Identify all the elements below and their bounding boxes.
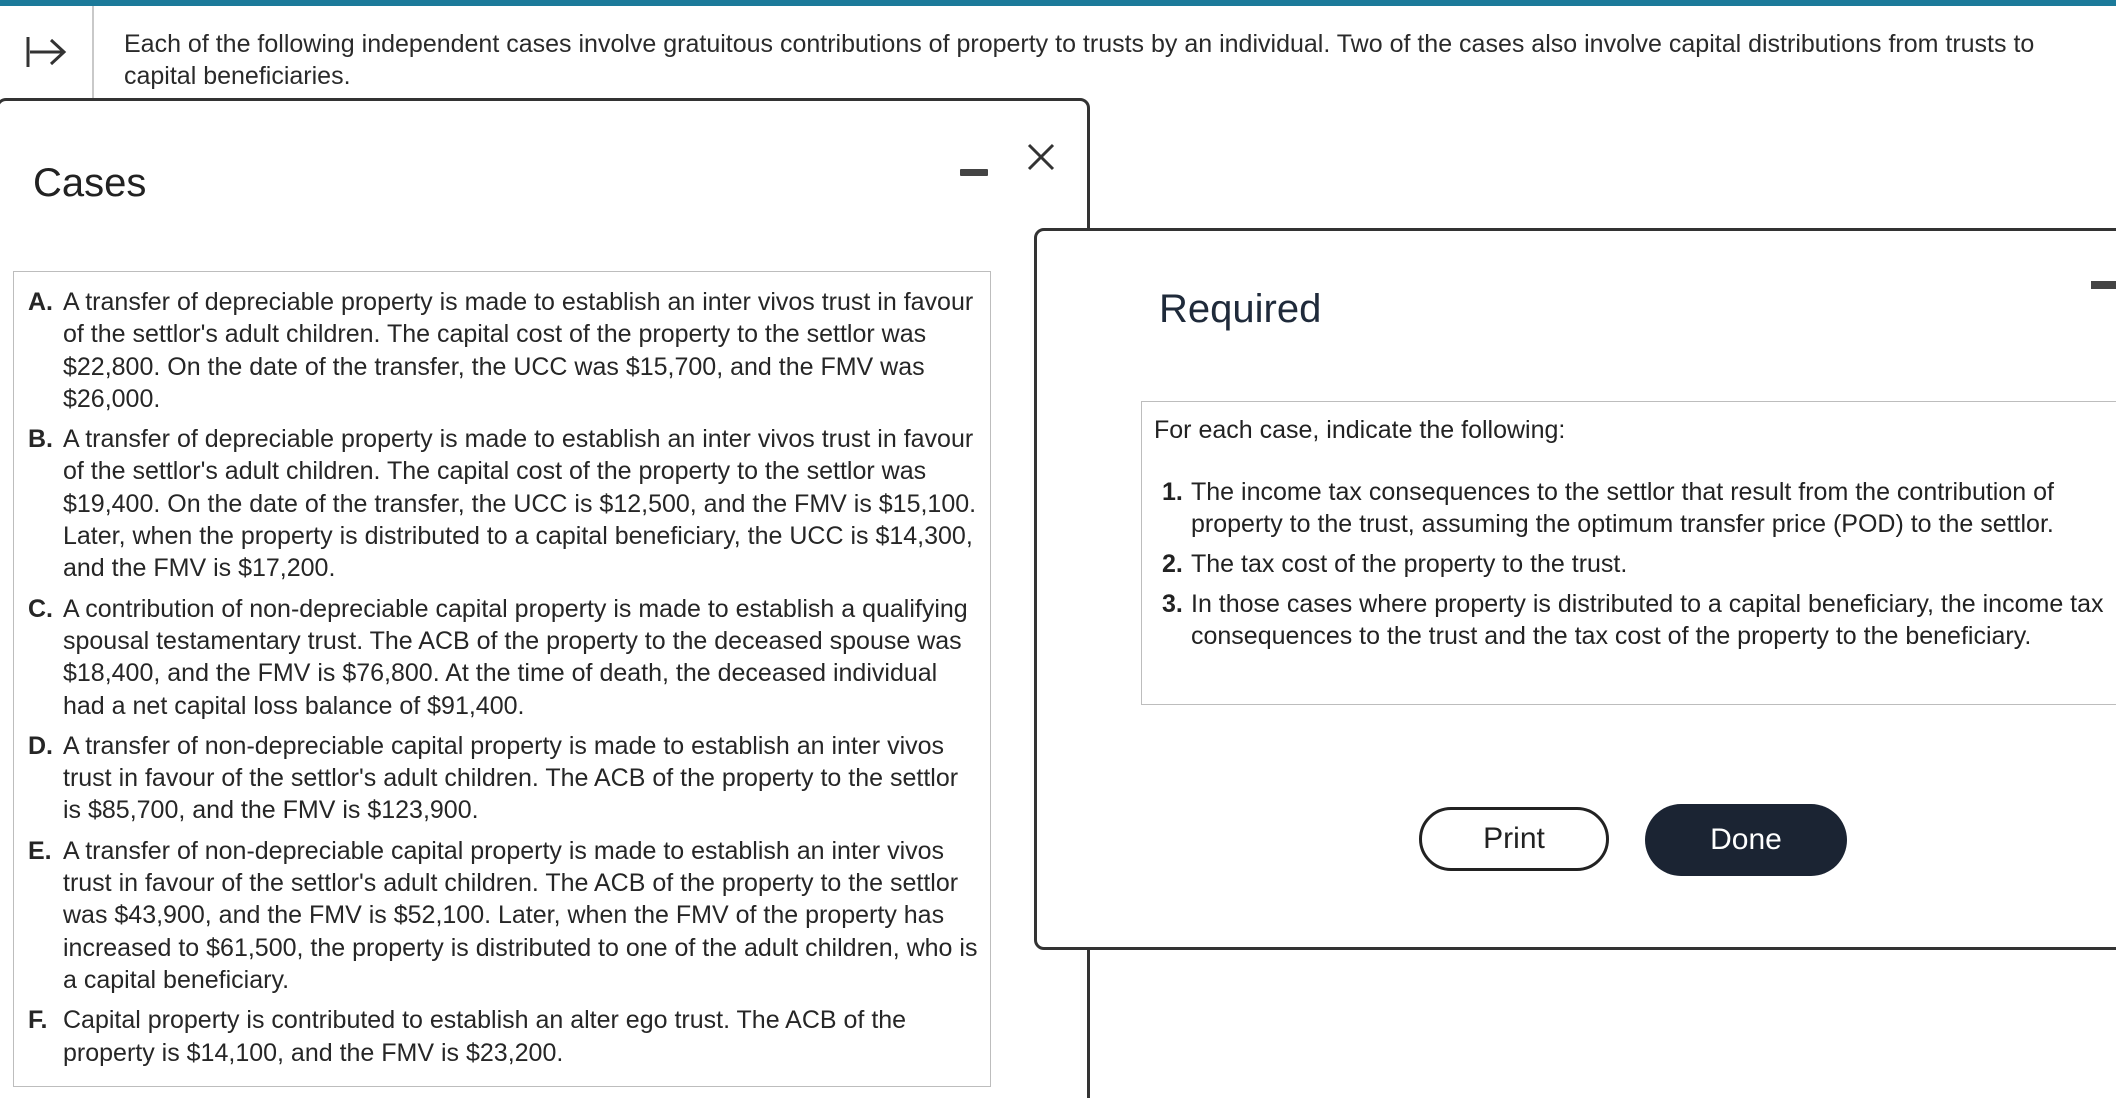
case-text: A transfer of non-depreciable capital property is made to establish an inter vivos trust in favour of the settlor's adult children. The ACB of the property to the settlor was $43,900, and the FMV is $52,100. Later, when the FMV of the property has increased to $61,500, the property is distributed to one of the adult children, who is a capital beneficiary. bbox=[63, 836, 978, 994]
cases-list bbox=[13, 271, 991, 1087]
required-number: 1. bbox=[1162, 478, 1183, 506]
required-item-1 bbox=[1154, 476, 2116, 540]
cases-window bbox=[0, 98, 1090, 1098]
minimize-icon[interactable] bbox=[2091, 281, 2116, 289]
case-letter: B. bbox=[28, 425, 53, 454]
case-text: A transfer of depreciable property is made to establish an inter vivos trust in favour of the settlor's adult children. The capital cost of the property to the settlor was $22,800. On the date of the transfer, the UCC was $15,700, and the FMV was $26,000. bbox=[63, 288, 974, 413]
required-text: In those cases where property is distributed to a capital beneficiary, the income tax consequences to the trust and the tax cost of the property to the beneficiary. bbox=[1191, 590, 2104, 650]
minimize-icon bbox=[960, 169, 988, 176]
case-letter: A. bbox=[28, 288, 53, 316]
case-item-a bbox=[28, 286, 980, 415]
arrow-right-from-bar-icon bbox=[22, 32, 70, 72]
case-item-c bbox=[28, 593, 980, 722]
case-item-b bbox=[28, 423, 980, 584]
case-item-d bbox=[28, 730, 980, 827]
required-item-3 bbox=[1154, 588, 2116, 652]
case-letter: F. bbox=[28, 1006, 48, 1035]
required-number: 2. bbox=[1162, 550, 1183, 578]
close-button[interactable] bbox=[1021, 137, 1061, 177]
case-letter: E. bbox=[28, 836, 52, 865]
cases-title: Cases bbox=[33, 161, 147, 205]
close-icon bbox=[1021, 137, 1061, 177]
required-text: The income tax consequences to the settlor that result from the contribution of property to the trust, assuming the optimum transfer price (POD) to the settlor. bbox=[1191, 478, 2054, 538]
case-letter: C. bbox=[28, 594, 53, 623]
done-button[interactable]: Done bbox=[1645, 804, 1847, 876]
case-item-e bbox=[28, 835, 980, 996]
required-text: The tax cost of the property to the trust. bbox=[1191, 550, 1628, 578]
required-list bbox=[1141, 401, 2116, 705]
print-button[interactable]: Print bbox=[1419, 807, 1609, 871]
intro-text: Each of the following independent cases involve gratuitous contributions of property to trusts by an individual. Two of the cases also involve capital distributions from trusts to capital beneficiaries. bbox=[124, 30, 2035, 90]
case-text: A transfer of depreciable property is made to establish an inter vivos trust in favour of the settlor's adult children. The capital cost of the property to the settlor was $19,400. On the date of the transfer, the UCC is $12,500, and the FMV is $15,100. Later, when the property is distributed to a capital beneficiary, the UCC is $14,300, and the FMV is $17,200. bbox=[63, 425, 977, 583]
case-text: A transfer of non-depreciable capital property is made to establish an inter vivos trust in favour of the settlor's adult children. The ACB of the property to the settlor is $85,700, and the FMV is $123,900. bbox=[63, 731, 959, 825]
top-accent-bar bbox=[0, 0, 2116, 6]
minimize-button[interactable] bbox=[957, 155, 991, 189]
required-window bbox=[1034, 228, 2116, 950]
required-title: Required bbox=[1159, 287, 1322, 331]
case-text: Capital property is contributed to establish an alter ego trust. The ACB of the property is $14,100, and the FMV is $23,200. bbox=[63, 1006, 907, 1067]
panel-toggle-button[interactable] bbox=[0, 6, 94, 98]
case-letter: D. bbox=[28, 731, 53, 760]
required-item-2 bbox=[1154, 548, 2116, 580]
required-intro: For each case, indicate the following: bbox=[1154, 416, 1566, 444]
required-number: 3. bbox=[1162, 590, 1183, 618]
case-text: A contribution of non-depreciable capital property is made to establish a qualifying spousal testamentary trust. The ACB of the property to the deceased spouse was $18,400, and the FMV is $76,800. At the time of death, the deceased individual had a net capital loss balance of $91,400. bbox=[63, 594, 968, 720]
case-item-f bbox=[28, 1004, 980, 1069]
